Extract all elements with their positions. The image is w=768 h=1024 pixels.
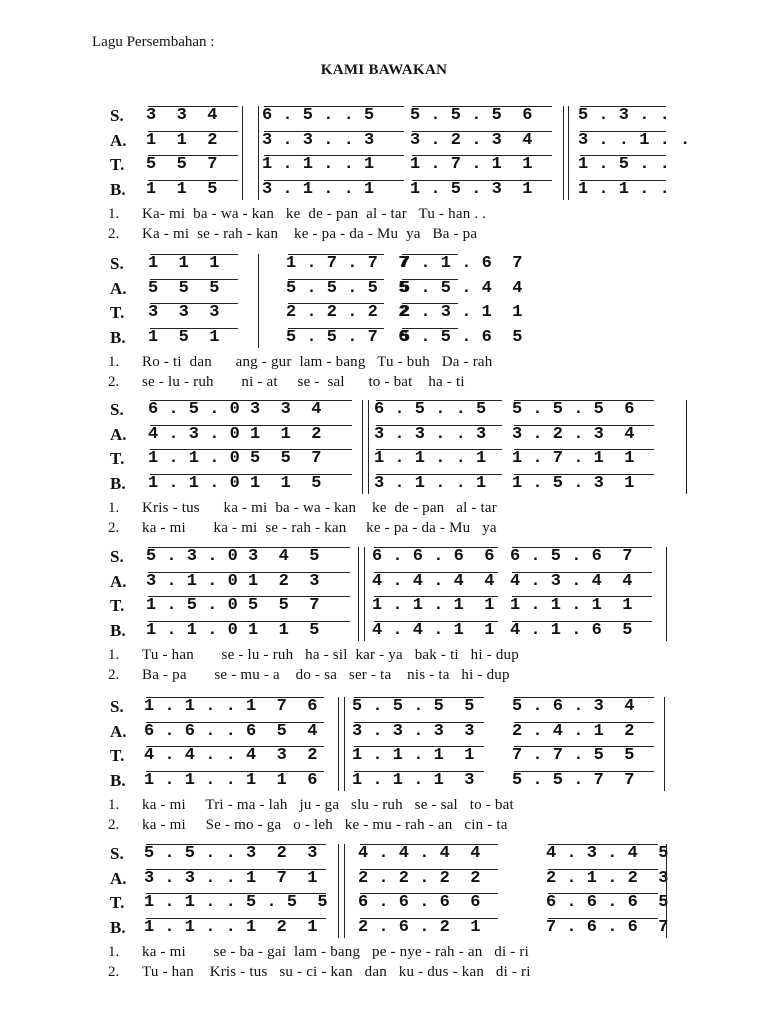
beam-line — [376, 425, 502, 426]
voice-label: S. — [110, 106, 124, 125]
music-system — [0, 252, 768, 417]
beam-line — [580, 131, 666, 132]
measure-notes: 3 . . 1 . . — [578, 130, 691, 150]
voice-label: A. — [110, 571, 127, 591]
beam-line — [514, 449, 654, 450]
beam-line — [288, 303, 384, 304]
beam-line — [580, 155, 666, 156]
measure-notes: 3 . 2 . 3 4 — [410, 130, 533, 150]
beam-line — [514, 722, 654, 723]
beam-line — [514, 400, 654, 401]
beam-line — [402, 279, 458, 280]
measure-notes: 3 . 1 . . 1 — [374, 473, 487, 493]
beam-line — [264, 106, 404, 107]
beam-line — [150, 254, 238, 255]
measure-notes: 1 . 1 . 1 1 — [510, 596, 633, 615]
voice-row-s — [0, 842, 768, 866]
measure-notes: 4 . 4 . 1 1 — [372, 620, 495, 640]
voice-row-a — [0, 129, 768, 153]
voice-row-a — [0, 277, 768, 301]
beam-line — [148, 572, 350, 573]
measure-notes: 2 . 6 . 2 1 — [358, 917, 481, 937]
beam-line — [374, 596, 498, 597]
beam-line — [512, 572, 652, 573]
verse-number: 1. — [108, 647, 120, 663]
verse-number: 2. — [108, 374, 120, 390]
verse-number: 2. — [108, 964, 120, 980]
measure-notes: 1 . 7 . 1 1 — [512, 449, 635, 468]
measure-notes: 1 5 1 — [148, 327, 220, 347]
voice-row-s — [0, 545, 768, 569]
voice-label: S. — [110, 254, 124, 273]
beam-line — [374, 547, 498, 548]
measure-notes: 6 . 6 . 6 6 — [372, 547, 495, 566]
measure-notes: 5 . 5 . 5 5 — [286, 278, 409, 298]
lyric-line — [0, 645, 768, 665]
barline — [338, 844, 339, 938]
verse-number: 1. — [108, 354, 120, 370]
music-system — [0, 695, 768, 860]
voice-row-t — [0, 594, 768, 618]
verse-number: 1. — [108, 944, 120, 960]
music-system — [0, 842, 768, 1007]
beam-line — [514, 474, 654, 475]
beam-line — [150, 279, 238, 280]
barline — [358, 547, 359, 641]
voice-label: A. — [110, 278, 127, 298]
beam-line — [514, 746, 654, 747]
measure-notes: 1 1 2 — [146, 130, 218, 150]
measure-notes: 1 . 1 . 1 3 — [352, 770, 475, 790]
measure-notes: 5 . 5 . . 3 2 3 — [144, 844, 318, 863]
measure-notes: 1 . 7 . 1 1 — [410, 155, 533, 174]
voice-row-b — [0, 916, 768, 940]
measure-notes: 4 . 3 . 4 4 — [510, 571, 633, 591]
beam-line — [374, 572, 498, 573]
barline — [344, 697, 345, 791]
voice-label: S. — [110, 400, 124, 419]
beam-line — [148, 621, 350, 622]
measure-notes: 1 1 5 — [146, 179, 218, 199]
voice-label: T. — [110, 596, 125, 615]
measure-notes: 4 . 4 . 4 4 — [372, 571, 495, 591]
beam-line — [412, 131, 552, 132]
beam-line — [376, 474, 502, 475]
beam-line — [512, 547, 652, 548]
measure-notes: 1 . 1 . . 1 — [374, 449, 487, 468]
beam-line — [360, 869, 498, 870]
beam-line — [412, 155, 552, 156]
measure-notes: 1 . 5 . 0 5 5 7 — [146, 596, 320, 615]
beam-line — [288, 254, 384, 255]
measure-notes: 2 . 2 . 2 2 — [358, 868, 481, 888]
voice-label: T. — [110, 746, 125, 765]
lyric-line — [0, 665, 768, 685]
beam-line — [412, 106, 552, 107]
voice-label: T. — [110, 893, 125, 912]
lyric-text: se - lu - ruh ni - at se - sal to - bat ha - ti — [142, 374, 465, 390]
voice-row-s — [0, 104, 768, 128]
measure-notes: 1 . 5 . 3 1 — [512, 473, 635, 493]
voice-row-t — [0, 301, 768, 325]
measure-notes: 7 . 7 . 5 5 — [512, 746, 635, 765]
beam-line — [150, 328, 238, 329]
lyric-text: Tu - han Kris - tus su - ci - kan dan ku - dus - kan di - ri — [142, 964, 531, 980]
beam-line — [148, 596, 350, 597]
beam-line — [150, 474, 352, 475]
beam-line — [148, 106, 238, 107]
measure-notes: 6 . 5 . 0 3 3 4 — [148, 400, 322, 419]
voice-label: B. — [110, 917, 126, 937]
barline — [362, 400, 363, 494]
measure-notes: 3 3 3 — [148, 303, 220, 322]
verse-number: 2. — [108, 817, 120, 833]
beam-line — [146, 697, 324, 698]
beam-line — [354, 746, 484, 747]
measure-notes: 6 . 6 . . 6 5 4 — [144, 721, 318, 741]
beam-line — [514, 697, 654, 698]
beam-line — [288, 328, 384, 329]
measure-notes: 1 . 1 . 1 1 — [372, 596, 495, 615]
voice-row-s — [0, 252, 768, 276]
beam-line — [264, 180, 404, 181]
measure-notes: 1 . 1 . . 1 1 6 — [144, 770, 318, 790]
verse-number: 2. — [108, 667, 120, 683]
music-system — [0, 545, 768, 710]
measure-notes: 1 . 7 . 7 7 — [286, 254, 409, 273]
lyric-line — [0, 352, 768, 372]
beam-line — [402, 328, 458, 329]
voice-label: A. — [110, 130, 127, 150]
measure-notes: 2 . 3 . 1 1 — [400, 303, 523, 322]
beam-line — [354, 697, 484, 698]
verse-number: 1. — [108, 500, 120, 516]
lyric-line — [0, 795, 768, 815]
beam-line — [374, 621, 498, 622]
beam-line — [512, 621, 652, 622]
beam-line — [148, 180, 238, 181]
voice-label: A. — [110, 868, 127, 888]
measure-notes: 1 . 1 . 1 1 — [352, 746, 475, 765]
barline — [563, 106, 564, 200]
measure-notes: 5 . 5 . 5 6 — [410, 106, 533, 125]
barline — [368, 400, 369, 494]
beam-line — [148, 155, 238, 156]
measure-notes: 4 . 3 . 0 1 1 2 — [148, 424, 322, 444]
barline — [258, 254, 259, 348]
measure-notes: 5 . 5 . 6 5 — [400, 327, 523, 347]
barline — [686, 400, 687, 494]
barline — [568, 106, 569, 200]
voice-label: T. — [110, 303, 125, 322]
voice-row-a — [0, 867, 768, 891]
lyric-line — [0, 942, 768, 962]
voice-label: B. — [110, 179, 126, 199]
voice-row-b — [0, 472, 768, 496]
beam-line — [548, 844, 658, 845]
measure-notes: 4 . 4 . . 4 3 2 — [144, 746, 318, 765]
lyric-line — [0, 815, 768, 835]
measure-notes: 3 . 3 . 3 3 — [352, 721, 475, 741]
measure-notes: 6 . 6 . 6 5 — [546, 893, 669, 912]
voice-row-t — [0, 447, 768, 471]
beam-line — [146, 918, 326, 919]
beam-line — [548, 918, 658, 919]
lyric-line — [0, 962, 768, 982]
barline — [666, 547, 667, 641]
beam-line — [148, 131, 238, 132]
voice-row-b — [0, 769, 768, 793]
beam-line — [580, 180, 666, 181]
music-system — [0, 104, 768, 269]
barline — [344, 844, 345, 938]
barline — [242, 106, 243, 200]
voice-row-s — [0, 695, 768, 719]
measure-notes: 1 . 5 . 3 1 — [410, 179, 533, 199]
measure-notes: 5 . 3 . 0 3 4 5 — [146, 547, 320, 566]
measure-notes: 3 . 1 . . 1 — [262, 179, 375, 199]
beam-line — [146, 893, 326, 894]
beam-line — [548, 893, 658, 894]
measure-notes: 6 . 5 . . 5 — [374, 400, 487, 419]
measure-notes: 3 . 3 . . 3 — [262, 130, 375, 150]
measure-notes: 1 . 5 . . — [578, 155, 670, 174]
voice-row-a — [0, 423, 768, 447]
beam-line — [150, 400, 352, 401]
beam-line — [376, 400, 502, 401]
beam-line — [514, 771, 654, 772]
beam-line — [412, 180, 552, 181]
beam-line — [146, 746, 324, 747]
voice-row-b — [0, 619, 768, 643]
lyric-line — [0, 224, 768, 244]
measure-notes: 5 5 5 — [148, 278, 220, 298]
lyric-text: Kris - tus ka - mi ba - wa - kan ke de - pan al - tar — [142, 500, 497, 516]
measure-notes: 5 . 5 . 5 5 — [352, 697, 475, 716]
beam-line — [264, 131, 404, 132]
measure-notes: 7 . 6 . 6 7 — [546, 917, 669, 937]
voice-label: S. — [110, 697, 124, 716]
measure-notes: 2 . 4 . 1 2 — [512, 721, 635, 741]
voice-label: B. — [110, 770, 126, 790]
voice-label: A. — [110, 424, 127, 444]
voice-row-t — [0, 744, 768, 768]
barline — [666, 844, 667, 938]
lyric-text: ka - mi Tri - ma - lah ju - ga slu - ruh se - sal to - bat — [142, 797, 514, 813]
voice-row-s — [0, 398, 768, 422]
voice-row-t — [0, 891, 768, 915]
measure-notes: 3 3 4 — [146, 106, 218, 125]
verse-number: 1. — [108, 797, 120, 813]
voice-row-b — [0, 326, 768, 350]
voice-row-b — [0, 178, 768, 202]
measure-notes: 1 . 1 . . 1 7 6 — [144, 697, 318, 716]
song-category-label: Lagu Persembahan : — [92, 34, 215, 50]
lyric-text: Ka- mi ba - wa - kan ke de - pan al - tar Tu - han . . — [142, 206, 487, 222]
beam-line — [512, 596, 652, 597]
song-title: KAMI BAWAKAN — [320, 62, 448, 78]
measure-notes: 3 . 3 . . 3 — [374, 424, 487, 444]
beam-line — [548, 869, 658, 870]
voice-label: T. — [110, 155, 125, 174]
beam-line — [514, 425, 654, 426]
measure-notes: 1 . 1 . 0 5 5 7 — [148, 449, 322, 468]
voice-label: B. — [110, 327, 126, 347]
beam-line — [148, 547, 350, 548]
measure-notes: 6 . 5 . . 5 — [262, 106, 375, 125]
beam-line — [150, 449, 352, 450]
beam-line — [150, 425, 352, 426]
beam-line — [146, 722, 324, 723]
beam-line — [264, 155, 404, 156]
beam-line — [360, 918, 498, 919]
beam-line — [150, 303, 238, 304]
measure-notes: 1 . 1 . 0 1 1 5 — [148, 473, 322, 493]
barline — [258, 106, 259, 200]
voice-label: S. — [110, 547, 124, 566]
lyric-line — [0, 498, 768, 518]
measure-notes: 5 . 6 . 3 4 — [512, 697, 635, 716]
lyric-text: Tu - han se - lu - ruh ha - sil kar - ya bak - ti hi - dup — [142, 647, 519, 663]
measure-notes: 7 . 1 . 6 7 — [400, 254, 523, 273]
beam-line — [360, 844, 498, 845]
measure-notes: 1 . 1 . . 5 . 5 5 — [144, 893, 328, 912]
measure-notes: 2 . 1 . 2 3 — [546, 868, 669, 888]
beam-line — [354, 722, 484, 723]
measure-notes: 5 . 5 . 5 6 — [512, 400, 635, 419]
voice-label: B. — [110, 620, 126, 640]
measure-notes: 5 . 5 . 7 7 — [512, 770, 635, 790]
barline — [338, 697, 339, 791]
measure-notes: 1 . 1 . 0 1 1 5 — [146, 620, 320, 640]
lyric-text: Ka - mi se - rah - kan ke - pa - da - Mu ya Ba - pa — [142, 226, 478, 242]
measure-notes: 5 . 5 . 4 4 — [400, 278, 523, 298]
beam-line — [360, 893, 498, 894]
measure-notes: 2 . 2 . 2 2 — [286, 303, 409, 322]
beam-line — [146, 844, 326, 845]
beam-line — [354, 771, 484, 772]
lyric-line — [0, 372, 768, 392]
measure-notes: 5 5 7 — [146, 155, 218, 174]
measure-notes: 6 . 5 . 6 7 — [510, 547, 633, 566]
voice-label: A. — [110, 721, 127, 741]
lyric-text: ka - mi Se - mo - ga o - leh ke - mu - rah - an cin - ta — [142, 817, 508, 833]
verse-number: 1. — [108, 206, 120, 222]
voice-row-a — [0, 570, 768, 594]
beam-line — [288, 279, 384, 280]
beam-line — [146, 771, 324, 772]
beam-line — [580, 106, 666, 107]
voice-row-t — [0, 153, 768, 177]
measure-notes: 4 . 3 . 4 5 — [546, 844, 669, 863]
beam-line — [402, 303, 458, 304]
measure-notes: 3 . 1 . 0 1 2 3 — [146, 571, 320, 591]
verse-number: 2. — [108, 520, 120, 536]
voice-label: S. — [110, 844, 124, 863]
measure-notes: 4 . 4 . 4 4 — [358, 844, 481, 863]
beam-line — [146, 869, 326, 870]
measure-notes: 1 1 1 — [148, 254, 220, 273]
lyric-text: Ba - pa se - mu - a do - sa ser - ta nis - ta hi - dup — [142, 667, 510, 683]
barline — [364, 547, 365, 641]
music-system — [0, 398, 768, 563]
measure-notes: 5 . 5 . 7 6 — [286, 327, 409, 347]
barline — [664, 697, 665, 791]
lyric-line — [0, 518, 768, 538]
lyric-text: Ro - ti dan ang - gur lam - bang Tu - buh Da - rah — [142, 354, 493, 370]
beam-line — [402, 254, 458, 255]
voice-row-a — [0, 720, 768, 744]
measure-notes: 1 . 1 . . 1 — [262, 155, 375, 174]
measure-notes: 3 . 2 . 3 4 — [512, 424, 635, 444]
measure-notes: 5 . 3 . . — [578, 106, 670, 125]
voice-label: B. — [110, 473, 126, 493]
lyric-text: ka - mi se - ba - gai lam - bang pe - nye - rah - an di - ri — [142, 944, 529, 960]
measure-notes: 6 . 6 . 6 6 — [358, 893, 481, 912]
measure-notes: 1 . 1 . . 1 2 1 — [144, 917, 318, 937]
measure-notes: 3 . 3 . . 1 7 1 — [144, 868, 318, 888]
beam-line — [376, 449, 502, 450]
measure-notes: 1 . 1 . . — [578, 179, 670, 199]
verse-number: 2. — [108, 226, 120, 242]
lyric-line — [0, 204, 768, 224]
measure-notes: 4 . 1 . 6 5 — [510, 620, 633, 640]
voice-label: T. — [110, 449, 125, 468]
lyric-text: ka - mi ka - mi se - rah - kan ke - pa - da - Mu ya — [142, 520, 497, 536]
